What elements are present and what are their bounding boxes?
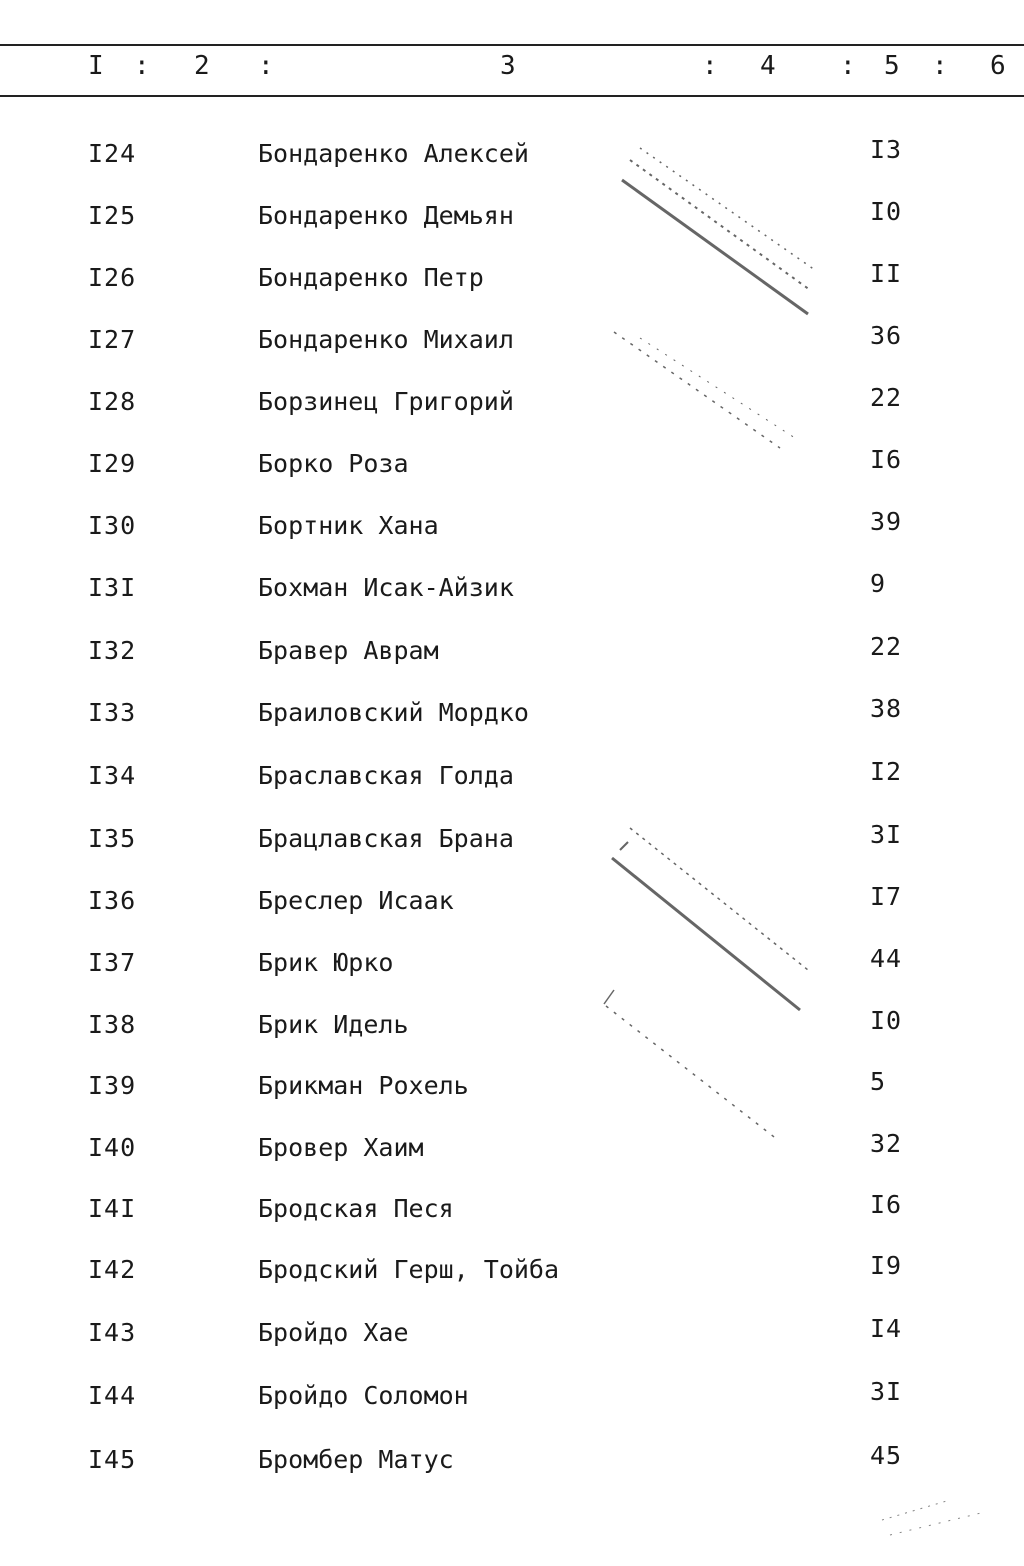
column-separator: :	[702, 51, 718, 81]
entry-number: I26	[88, 263, 137, 292]
entry-number: I28	[88, 387, 137, 416]
sheet-number: 9	[870, 569, 887, 598]
sheet-number: I7	[870, 882, 903, 911]
sheet-number: I9	[870, 1251, 903, 1280]
sheet-number: 44	[870, 944, 903, 973]
list-item	[0, 258, 1024, 298]
list-item	[0, 506, 1024, 546]
list-item	[0, 1128, 1024, 1168]
person-name: Брацлавская Брана	[258, 824, 514, 853]
list-item	[0, 631, 1024, 671]
sheet-number: 45	[870, 1441, 903, 1470]
list-item	[0, 1313, 1024, 1353]
column-separator: :	[932, 51, 948, 81]
entry-number: I3I	[88, 573, 137, 602]
person-name: Бохман Исак-Айзик	[258, 573, 514, 602]
entry-number: I29	[88, 449, 137, 478]
list-item	[0, 196, 1024, 236]
list-item	[0, 444, 1024, 484]
person-name: Бондаренко Михаил	[258, 325, 514, 354]
sheet-number: I0	[870, 197, 903, 226]
entry-number: I27	[88, 325, 137, 354]
column-header-4: 4	[760, 51, 776, 81]
person-name: Бондаренко Петр	[258, 263, 484, 292]
sheet-number: 38	[870, 694, 903, 723]
sheet-number: 39	[870, 507, 903, 536]
entry-number: I39	[88, 1071, 137, 1100]
person-name: Браиловский Мордко	[258, 698, 529, 727]
list-item	[0, 1250, 1024, 1290]
sheet-number: I2	[870, 757, 903, 786]
stamp-impression-bottom	[882, 1500, 985, 1535]
header-rule-top	[0, 44, 1024, 46]
entry-number: I45	[88, 1445, 137, 1474]
person-name: Бродская Песя	[258, 1194, 454, 1223]
person-name: Борко Роза	[258, 449, 409, 478]
list-item	[0, 134, 1024, 174]
column-header-6: 6	[990, 51, 1006, 81]
sheet-number: 22	[870, 632, 903, 661]
entry-number: I37	[88, 948, 137, 977]
entry-number: I24	[88, 139, 137, 168]
sheet-number: II	[870, 259, 903, 288]
list-item	[0, 382, 1024, 422]
list-item	[0, 943, 1024, 983]
person-name: Борзинец Григорий	[258, 387, 514, 416]
person-name: Браславская Голда	[258, 761, 514, 790]
list-item	[0, 1066, 1024, 1106]
entry-number: I4I	[88, 1194, 137, 1223]
list-item	[0, 819, 1024, 859]
sheet-number: I0	[870, 1006, 903, 1035]
person-name: Бровер Хаим	[258, 1133, 424, 1162]
entry-number: I44	[88, 1381, 137, 1410]
person-name: Брикман Рохель	[258, 1071, 469, 1100]
sheet-number: 22	[870, 383, 903, 412]
entry-number: I33	[88, 698, 137, 727]
person-name: Бондаренко Демьян	[258, 201, 514, 230]
sheet-number: 5	[870, 1067, 887, 1096]
person-name: Бондаренко Алексей	[258, 139, 529, 168]
sheet-number: 32	[870, 1129, 903, 1158]
column-separator: :	[258, 51, 274, 81]
list-item	[0, 1376, 1024, 1416]
entry-number: I30	[88, 511, 137, 540]
person-name: Бреслер Исаак	[258, 886, 454, 915]
sheet-number: I6	[870, 1190, 903, 1219]
entry-number: I38	[88, 1010, 137, 1039]
entry-number: I25	[88, 201, 137, 230]
entry-number: I42	[88, 1255, 137, 1284]
sheet-number: I4	[870, 1314, 903, 1343]
list-item	[0, 320, 1024, 360]
person-name: Бройдо Хае	[258, 1318, 409, 1347]
person-name: Бромбер Матус	[258, 1445, 454, 1474]
person-name: Бройдо Соломон	[258, 1381, 469, 1410]
list-item	[0, 1005, 1024, 1045]
entry-number: I43	[88, 1318, 137, 1347]
column-header-2: 2	[194, 51, 210, 81]
person-name: Брик Идель	[258, 1010, 409, 1039]
column-separator: :	[840, 51, 856, 81]
entry-number: I32	[88, 636, 137, 665]
list-item	[0, 568, 1024, 608]
person-name: Бравер Аврам	[258, 636, 439, 665]
person-name: Брик Юрко	[258, 948, 394, 977]
entry-number: I35	[88, 824, 137, 853]
entry-number: I34	[88, 761, 137, 790]
sheet-number: I6	[870, 445, 903, 474]
column-header-1: I	[88, 51, 104, 81]
column-header-5: 5	[884, 51, 900, 81]
person-name: Бродский Герш, Тойба	[258, 1255, 560, 1284]
list-item	[0, 881, 1024, 921]
column-separator: :	[134, 51, 150, 81]
sheet-number: 36	[870, 321, 903, 350]
column-header-3: 3	[500, 51, 516, 81]
list-item	[0, 1440, 1024, 1480]
entry-number: I40	[88, 1133, 137, 1162]
sheet-number: 3I	[870, 820, 903, 849]
entry-number: I36	[88, 886, 137, 915]
list-item	[0, 693, 1024, 733]
header-rule-bottom	[0, 95, 1024, 97]
list-item	[0, 1189, 1024, 1229]
list-item	[0, 756, 1024, 796]
sheet-number: 3I	[870, 1377, 903, 1406]
sheet-number: I3	[870, 135, 903, 164]
person-name: Бортник Хана	[258, 511, 439, 540]
